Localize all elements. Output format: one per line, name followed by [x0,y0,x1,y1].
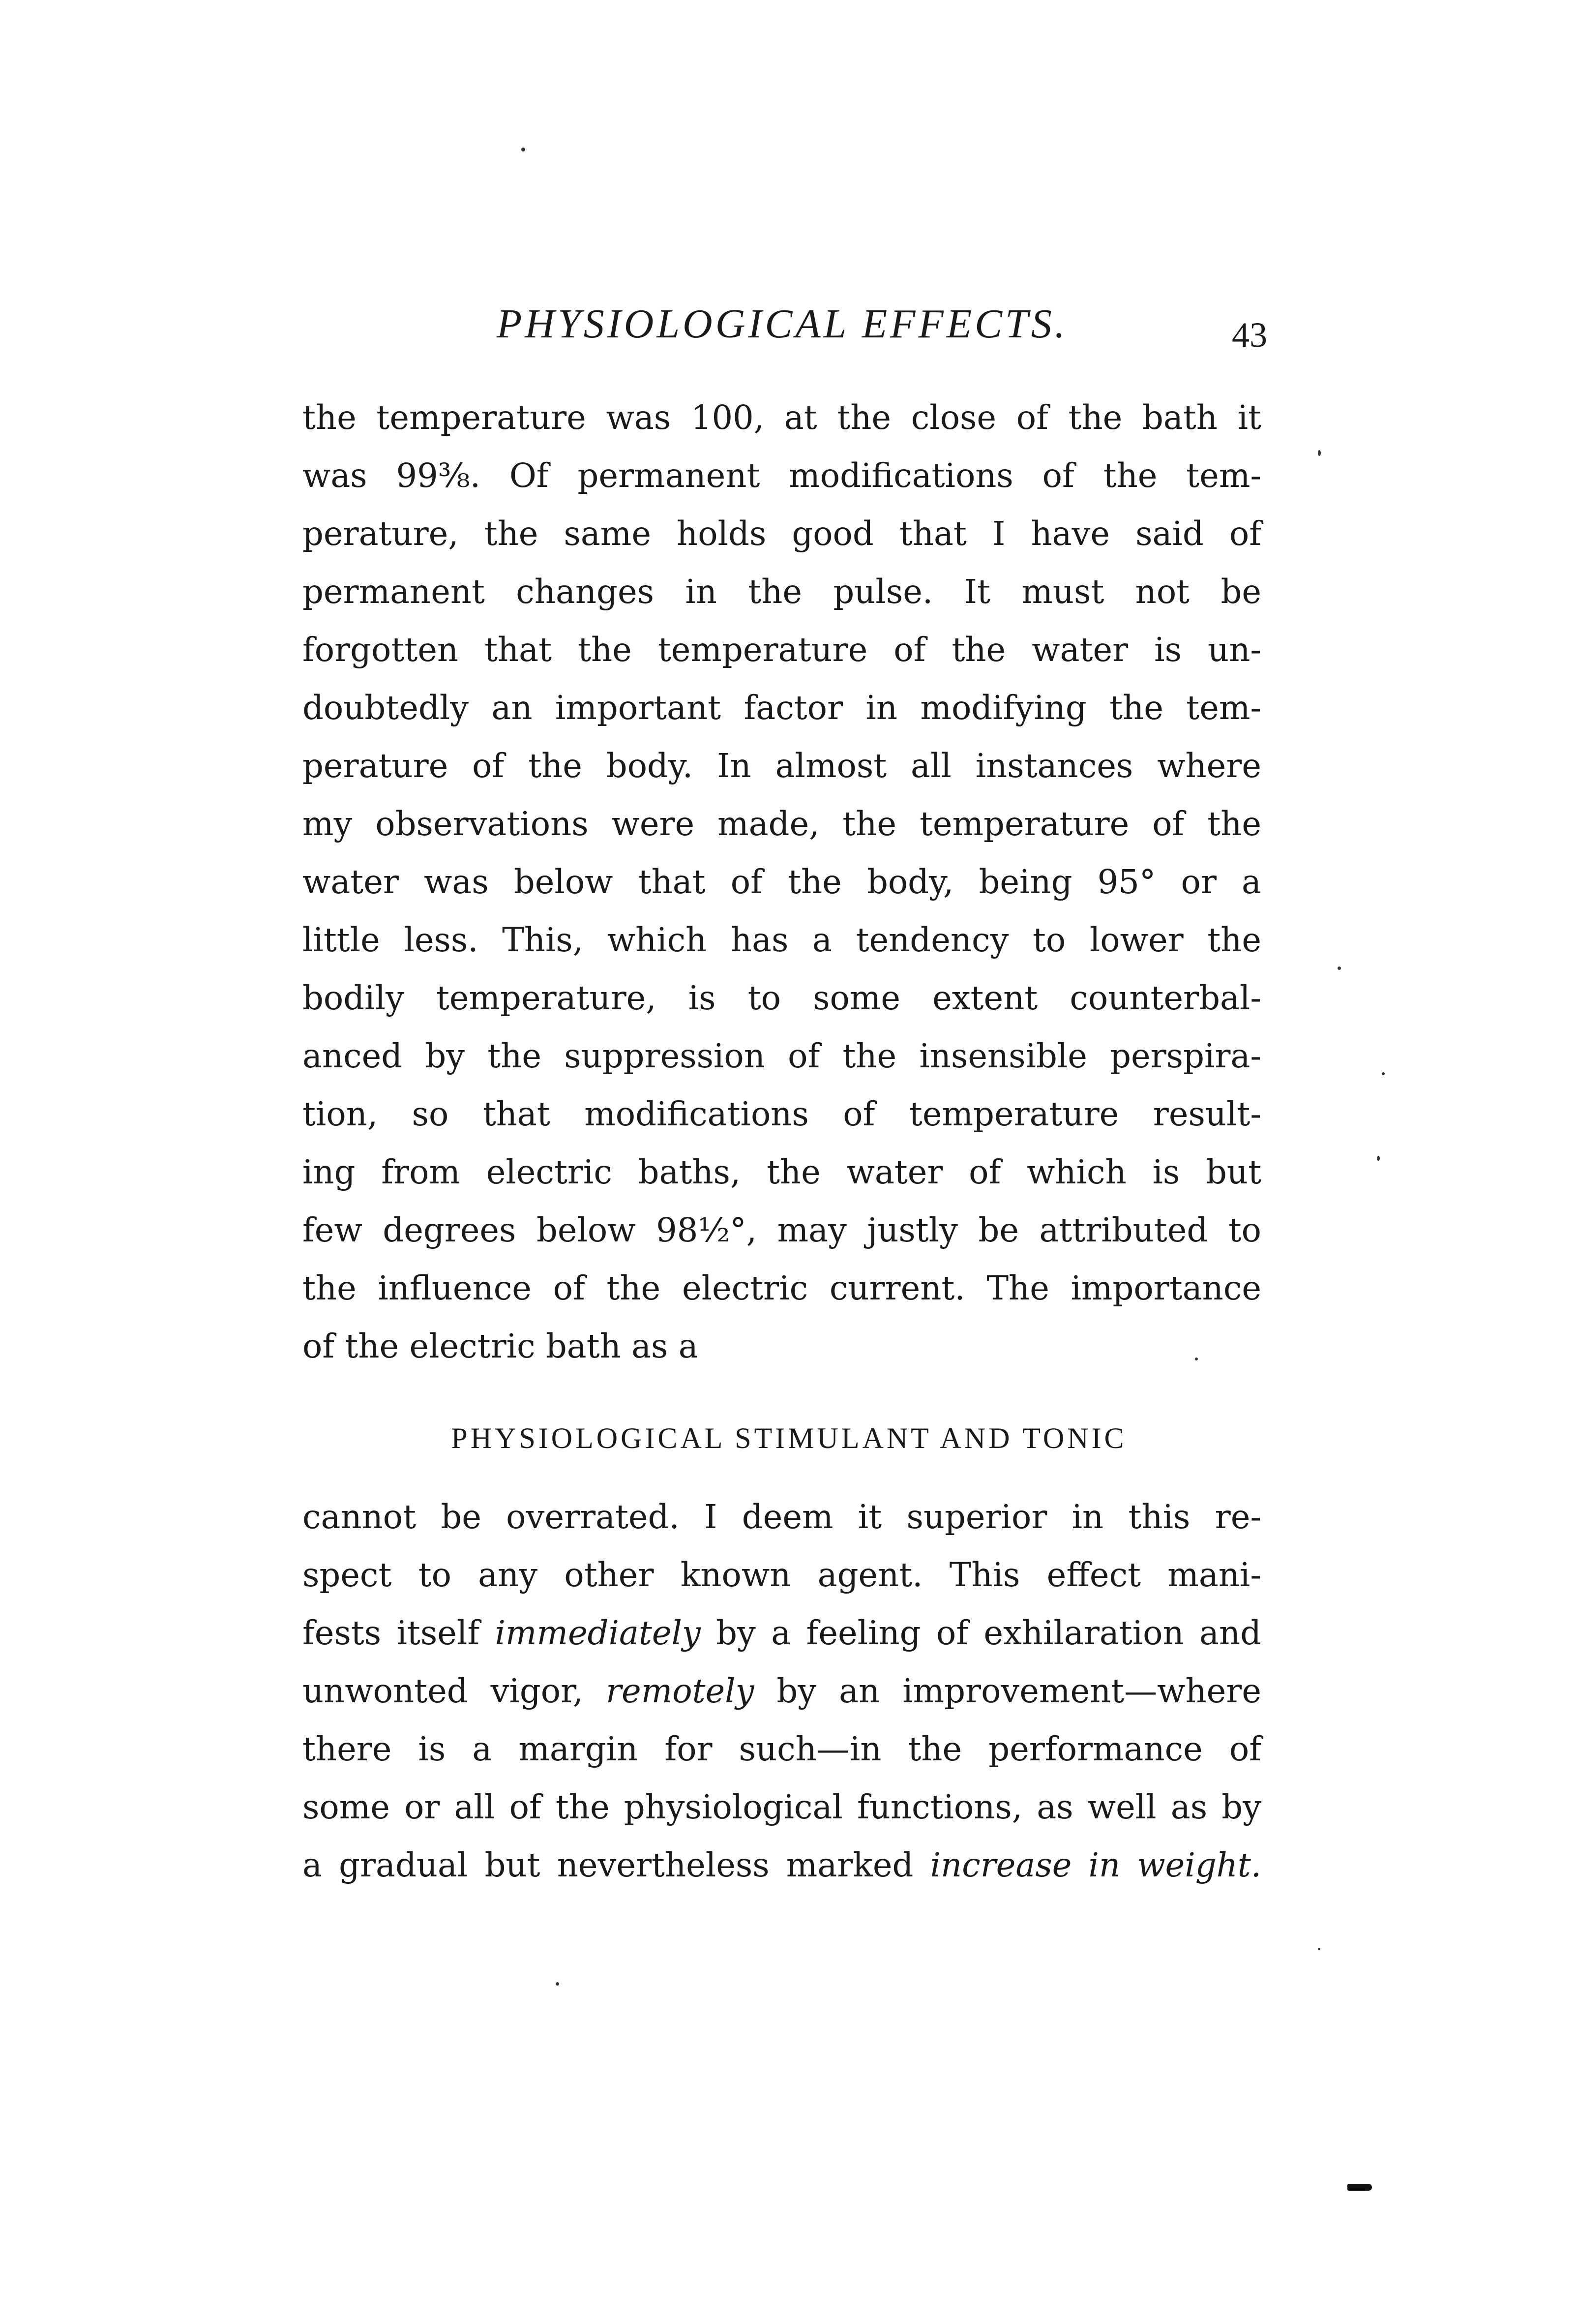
text-line: permanent changes in the pulse. It must not be [302,573,1261,611]
scan-speck [1382,1072,1385,1075]
text-line: perature of the body. In almost all instances where [302,747,1261,785]
scan-mark [1347,2184,1372,2191]
scan-speck [1377,1156,1380,1161]
text-line [302,1604,1261,1662]
text-line: water was below that of the body, being 95° or a [302,863,1261,901]
scan-speck [556,1982,559,1986]
running-head: PHYSIOLOGICAL EFFECTS. [497,301,1068,347]
text-line: forgotten that the temperature of the water is un- [302,631,1261,669]
text-run: unwonted vigor, [302,1672,606,1710]
paragraph-2 [302,1488,1261,1894]
text-line: the influence of the electric current. The importance [302,1269,1261,1307]
text-line: doubtedly an important factor in modifying the tem- [302,689,1261,727]
text-line [302,1836,1261,1894]
text-line: perature, the same holds good that I have said of [302,514,1261,553]
text-line: little less. This, which has a tendency to lower the [302,921,1261,959]
scan-speck [1195,1358,1198,1360]
text-run: by an improvement—where [754,1672,1262,1710]
section-heading: PHYSIOLOGICAL STIMULANT AND TONIC [451,1422,1127,1454]
scan-speck [1338,966,1341,970]
text-run: by a feeling of exhilaration and [700,1614,1261,1652]
italic-emphasis: immediately [495,1614,701,1652]
text-line: anced by the suppression of the insensible perspira- [302,1037,1261,1075]
text-line: tion, so that modifications of temperature result- [302,1095,1261,1133]
text-line: some or all of the physiological functions, as well as by [302,1788,1261,1826]
text-line: cannot be overrated. I deem it superior in this re- [302,1498,1261,1536]
italic-emphasis: remotely [606,1672,754,1710]
text-line: bodily temperature, is to some extent counterbal- [302,979,1261,1017]
scan-speck [521,148,525,151]
paragraph-1 [302,389,1261,1375]
text-line: of the electric bath as a [302,1327,698,1365]
scan-speck [1318,450,1321,456]
page-number: 43 [1232,315,1267,355]
text-run: a gradual but nevertheless marked [302,1846,930,1884]
text-line: few degrees below 98½°, may justly be attributed to [302,1211,1261,1249]
text-line [302,1662,1261,1720]
text-line: the temperature was 100, at the close of the bath it [302,398,1261,437]
text-line: was 99⅜. Of permanent modifications of the tem- [302,456,1261,495]
scan-speck [1318,1948,1320,1950]
text-line: there is a margin for such—in the performance of [302,1730,1261,1768]
text-line: my observations were made, the temperature of the [302,805,1261,843]
italic-emphasis: increase in weight. [930,1846,1262,1884]
text-line: ing from electric baths, the water of which is but [302,1153,1261,1191]
text-line: spect to any other known agent. This effect mani- [302,1556,1261,1594]
text-run: fests itself [302,1614,495,1652]
